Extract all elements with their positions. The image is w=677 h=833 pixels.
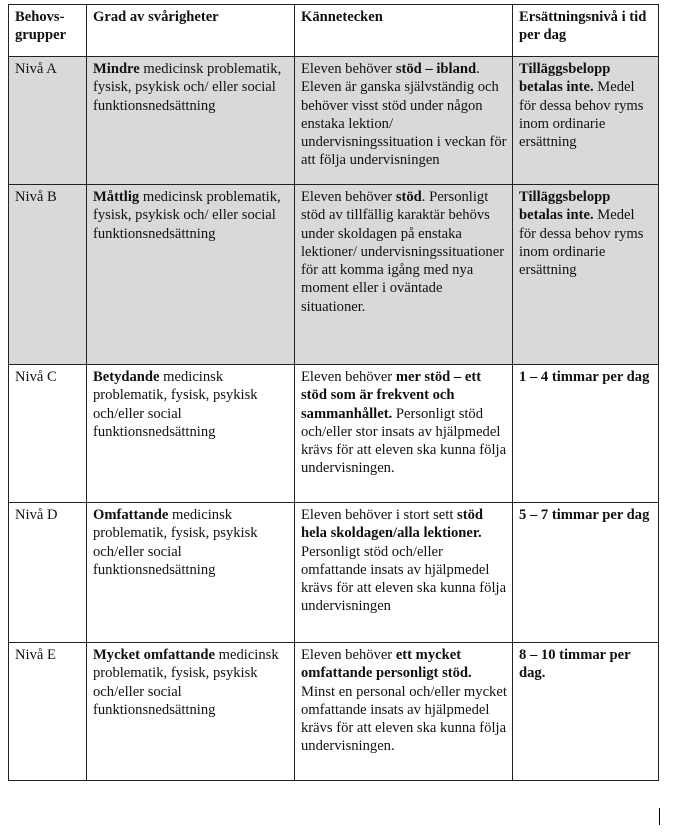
traits-text: Eleven behöver (301, 647, 396, 663)
traits-emphasis: stöd (395, 189, 422, 205)
difficulty-description: medicinsk problematik, fysisk, psykisk och/ eller social funktionsnedsättning (93, 189, 281, 242)
traits-cell (295, 643, 513, 781)
table-row (9, 643, 659, 781)
difficulty-description: medicinsk problematik, fysisk, psykisk och/eller social funktionsnedsättning (93, 369, 258, 440)
text-cursor (659, 808, 660, 825)
level-cell: Nivå B (9, 185, 87, 365)
difficulty-cell (87, 57, 295, 185)
header-row (9, 5, 659, 57)
level-cell: Nivå A (9, 57, 87, 185)
compensation-emphasis: 1 – 4 timmar per dag (519, 369, 650, 385)
needs-level-table (8, 4, 659, 781)
compensation-cell (513, 185, 659, 365)
compensation-text: Medel för dessa behov ryms inom ordinarie ersättning (519, 207, 644, 279)
difficulty-cell (87, 365, 295, 503)
traits-text: Minst en personal och/eller mycket omfattande insats av hjälpmedel krävs för att eleven ska kunna följa undervisningen. (301, 683, 507, 755)
difficulty-degree: Mindre (93, 61, 140, 77)
traits-text: . Eleven är ganska självständig och behöver visst stöd under någon enstaka lektion/ undervisningssituation i veckan för att följa undervisningen (301, 61, 507, 169)
compensation-cell (513, 643, 659, 781)
compensation-emphasis: Tilläggsbelopp betalas inte. (519, 61, 611, 96)
traits-text: Personligt stöd och/eller omfattande insats av hjälpmedel krävs för att eleven ska kunna följa undervisningen (301, 543, 507, 615)
traits-emphasis: ett mycket omfattande personligt stöd. (301, 647, 472, 682)
difficulty-description: medicinsk problematik, fysisk, psykisk och/eller social funktionsnedsättning (93, 647, 279, 718)
traits-cell (295, 365, 513, 503)
traits-text: Eleven behöver (301, 61, 396, 77)
table-row (9, 503, 659, 643)
level-cell: Nivå C (9, 365, 87, 503)
difficulty-description: medicinsk problematik, fysisk, psykisk och/eller social funktionsnedsättning (93, 507, 258, 578)
difficulty-degree: Mycket omfattande (93, 647, 215, 663)
traits-cell (295, 185, 513, 365)
table-row (9, 185, 659, 365)
header-needs-group: Behovs-grupper (9, 5, 87, 57)
traits-text: . Personligt stöd av tillfällig karaktär behövs under skoldagen på enstaka lektioner/ undervisningssituationer för att komma igång med nya moment eller i oväntade situationer. (301, 189, 505, 315)
traits-cell (295, 57, 513, 185)
header-difficulty: Grad av svårigheter (87, 5, 295, 57)
traits-text: Eleven behöver (301, 189, 396, 205)
compensation-cell (513, 503, 659, 643)
traits-emphasis: stöd hela skoldagen/alla lektioner. (301, 507, 483, 542)
level-cell: Nivå E (9, 643, 87, 781)
difficulty-cell (87, 185, 295, 365)
compensation-emphasis: 8 – 10 timmar per dag. (519, 647, 631, 682)
table-row (9, 57, 659, 185)
difficulty-degree: Måttlig (93, 189, 140, 205)
compensation-cell (513, 57, 659, 185)
compensation-cell (513, 365, 659, 503)
traits-cell (295, 503, 513, 643)
traits-text: Eleven behöver i stort sett (301, 507, 458, 523)
difficulty-degree: Omfattande (93, 507, 169, 523)
header-traits: Kännetecken (295, 5, 513, 57)
compensation-emphasis: 5 – 7 timmar per dag (519, 507, 650, 523)
header-compensation: Ersättningsnivå i tid per dag (513, 5, 659, 57)
compensation-text: Medel för dessa behov ryms inom ordinarie ersättning (519, 79, 644, 151)
level-cell: Nivå D (9, 503, 87, 643)
traits-text: Personligt stöd och/eller stor insats av hjälpmedel krävs för att eleven ska kunna följa undervisningen. (301, 405, 507, 477)
traits-emphasis: mer stöd – ett stöd som är frekvent och sammanhållet. (301, 369, 482, 422)
difficulty-cell (87, 503, 295, 643)
difficulty-cell (87, 643, 295, 781)
compensation-emphasis: Tilläggsbelopp betalas inte. (519, 189, 611, 224)
difficulty-degree: Betydande (93, 369, 160, 385)
difficulty-description: medicinsk problematik, fysisk, psykisk och/ eller social funktionsnedsättning (93, 61, 282, 114)
table-row (9, 365, 659, 503)
traits-text: Eleven behöver (301, 369, 396, 385)
traits-emphasis: stöd – ibland (395, 61, 477, 77)
